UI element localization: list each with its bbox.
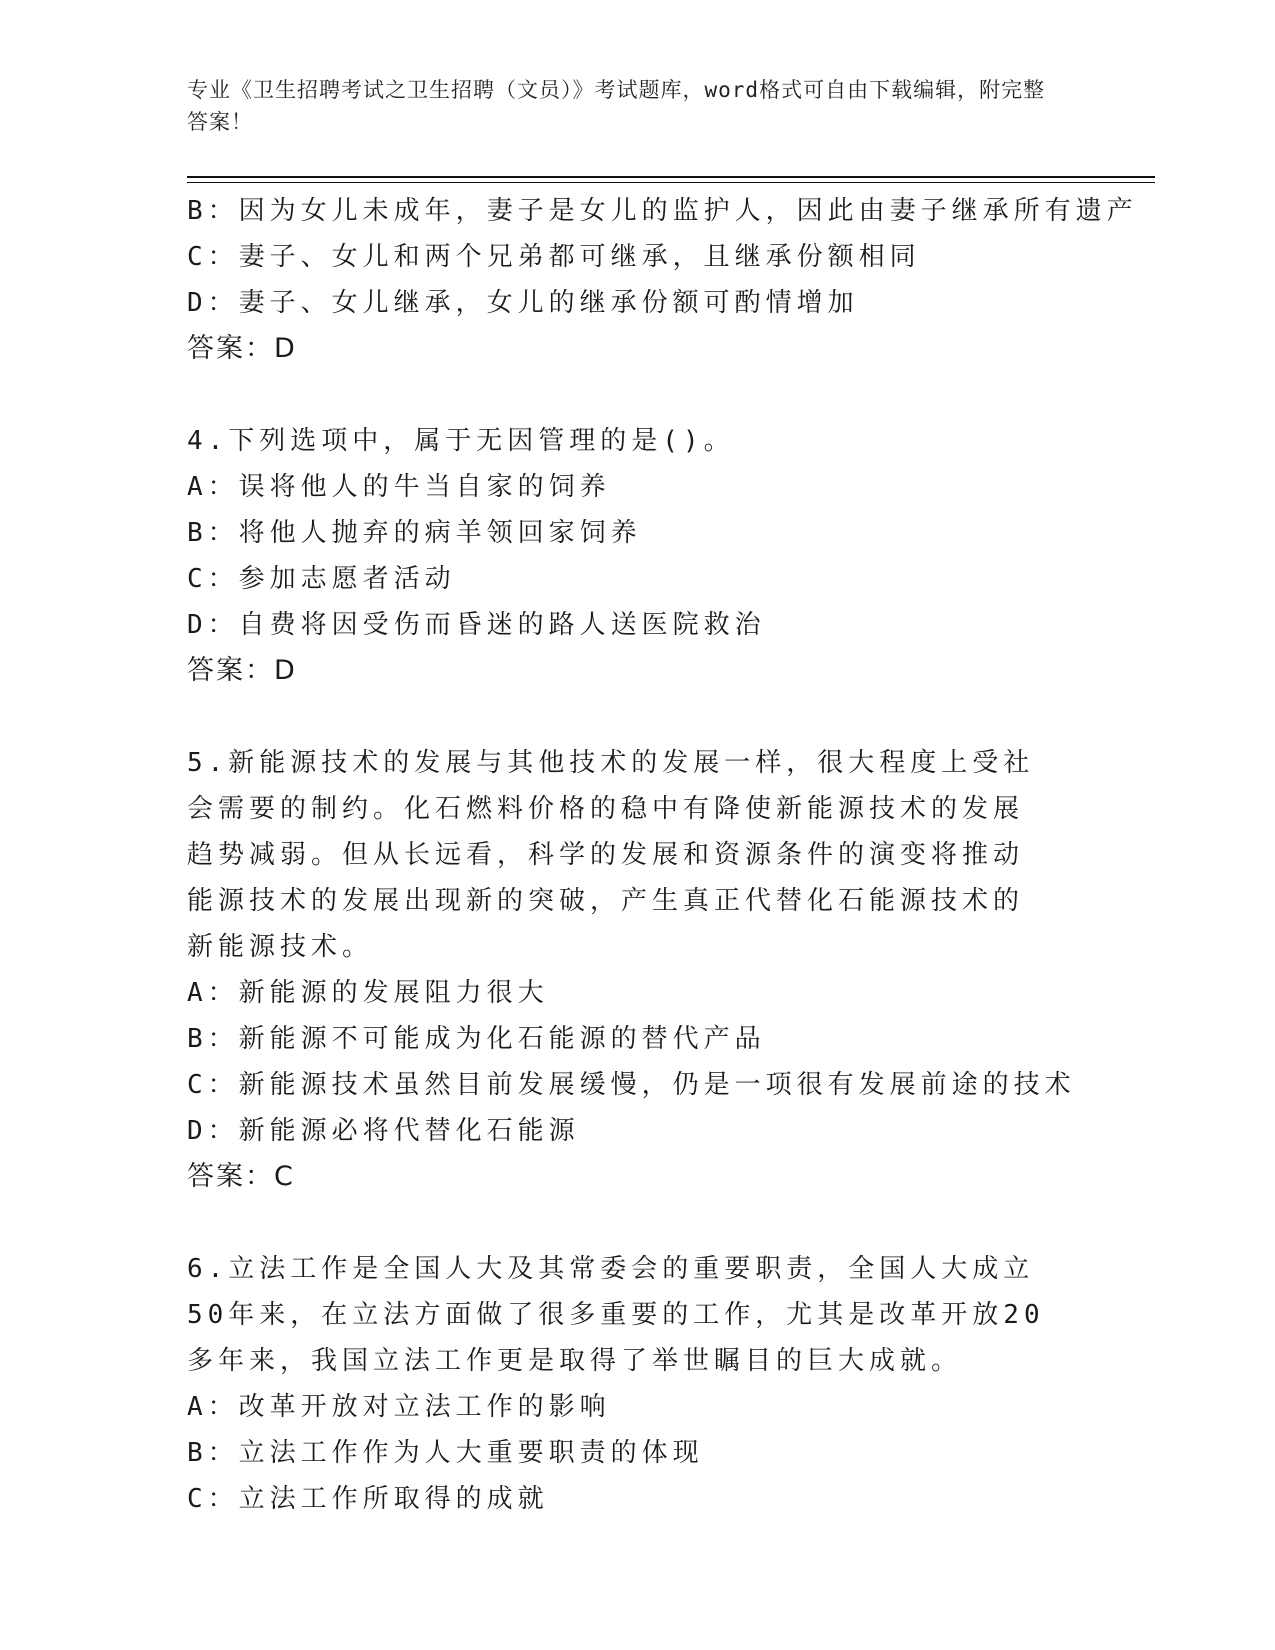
option-a: A：误将他人的牛当自家的饲养 [187, 472, 611, 502]
question-block-3 [187, 188, 1138, 372]
answer-line: 答案：D [187, 333, 297, 364]
header-divider-thick [187, 176, 1155, 178]
option-a: A：改革开放对立法工作的影响 [187, 1392, 611, 1422]
answer-line: 答案：D [187, 655, 297, 686]
option-b: B：因为女儿未成年，妻子是女儿的监护人，因此由妻子继承所有遗产 [187, 196, 1138, 226]
question-block-5 [187, 740, 1087, 1200]
option-d: D：妻子、女儿继承，女儿的继承份额可酌情增加 [187, 288, 859, 318]
option-c: C：妻子、女儿和两个兄弟都可继承，且继承份额相同 [187, 242, 921, 272]
option-a: A：新能源的发展阻力很大 [187, 978, 549, 1008]
question-text: 6.立法工作是全国人大及其常委会的重要职责，全国人大成立50年来，在立法方面做了很多重要的工作，尤其是改革开放20多年来，我国立法工作更是取得了举世瞩目的巨大成就。 [187, 1254, 1045, 1376]
question-text: 4.下列选项中，属于无因管理的是()。 [187, 426, 735, 456]
question-block-6 [187, 1246, 1087, 1522]
option-b: B：将他人抛弃的病羊领回家饲养 [187, 518, 642, 548]
question-text: 5.新能源技术的发展与其他技术的发展一样，很大程度上受社会需要的制约。化石燃料价格的稳中有降使新能源技术的发展趋势减弱。但从长远看，科学的发展和资源条件的演变将推动能源技术的发展出现新的突破，产生真正代替化石能源技术的新能源技术。 [187, 748, 1035, 962]
page-header: 专业《卫生招聘考试之卫生招聘（文员）》考试题库，word格式可自由下载编辑，附完整答案！ [187, 78, 1046, 134]
question-content [187, 188, 1138, 1568]
option-b: B：新能源不可能成为化石能源的替代产品 [187, 1024, 766, 1054]
question-block-4 [187, 418, 1087, 694]
option-d: D：新能源必将代替化石能源 [187, 1116, 580, 1146]
header-divider-thin [187, 182, 1155, 183]
option-d: D：自费将因受伤而昏迷的路人送医院救治 [187, 610, 766, 640]
option-b: B：立法工作作为人大重要职责的体现 [187, 1438, 704, 1468]
option-c: C：参加志愿者活动 [187, 564, 456, 594]
option-c: C：新能源技术虽然目前发展缓慢，仍是一项很有发展前途的技术 [187, 1070, 1076, 1100]
answer-line: 答案：C [187, 1161, 295, 1192]
option-c: C：立法工作所取得的成就 [187, 1484, 549, 1514]
